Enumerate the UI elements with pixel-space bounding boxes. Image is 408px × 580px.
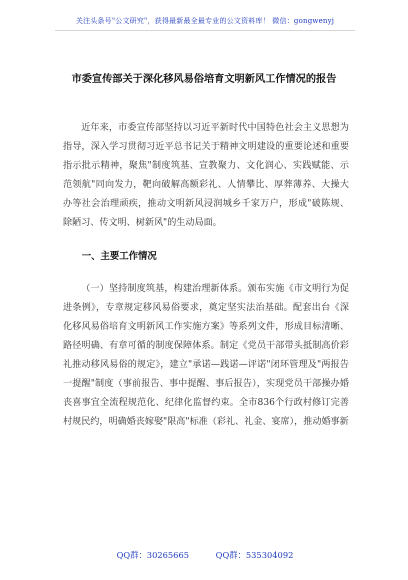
document-title: 市委宣传部关于深化移风易俗培育文明新风工作情况的报告 <box>71 73 337 85</box>
qq-group-2: QQ群：535304092 <box>215 550 294 560</box>
paragraph-spacer <box>63 266 349 280</box>
contact-footer <box>60 549 350 561</box>
section-paragraph: （一）坚持制度筑基，构建治理新体系。颁布实施《市文明行为促进条例》，专章规定移风易俗要求，奠定坚实法治基础。配套出台《深化移风易俗培育文明新风工作实施方案》等系列文件，形成目标清晰、路径明确、有章可循的制度保障体系。制定《党员干部带头抵制高价彩礼推动移风易俗的规定》，建立"承诺—践诺—评诺"闭环管理及"两报告一提醒"制度（事前报告、事中提醒、事后报告），实现党员干部操办婚丧喜事宜全流程规范化、纪律化监督约束。全市836个行政村修订完善村规民约，明确婚丧嫁娶"限高"标准（彩礼、礼金、宴席），推动婚事新 <box>63 284 349 427</box>
intro-paragraph: 近年来，市委宣传部坚持以习近平新时代中国特色社会主义思想为指导，深入学习贯彻习近平总书记关于精神文明建设的重要论述和重要指示批示精神，聚焦"制度筑基、宣教聚力、文化润心、实践赋能、示范领航"同向发力，靶向破解高额彩礼、人情攀比、厚葬薄养、大操大办等社会治理顽疾，推动文明新风浸润城乡千家万户，形成"破陈规、除陋习、传文明、树新风"的生动局面。 <box>63 123 349 228</box>
document-body <box>63 119 349 432</box>
paragraph-spacer <box>63 233 349 247</box>
section-heading: 一、主要工作情况 <box>81 251 157 262</box>
qq-group-1: QQ群：30265665 <box>116 550 190 560</box>
promo-banner: 关注头条号"公文研究"，获得最新最全最专业的公文资料库！ 微信：gongwenyj <box>55 16 355 31</box>
